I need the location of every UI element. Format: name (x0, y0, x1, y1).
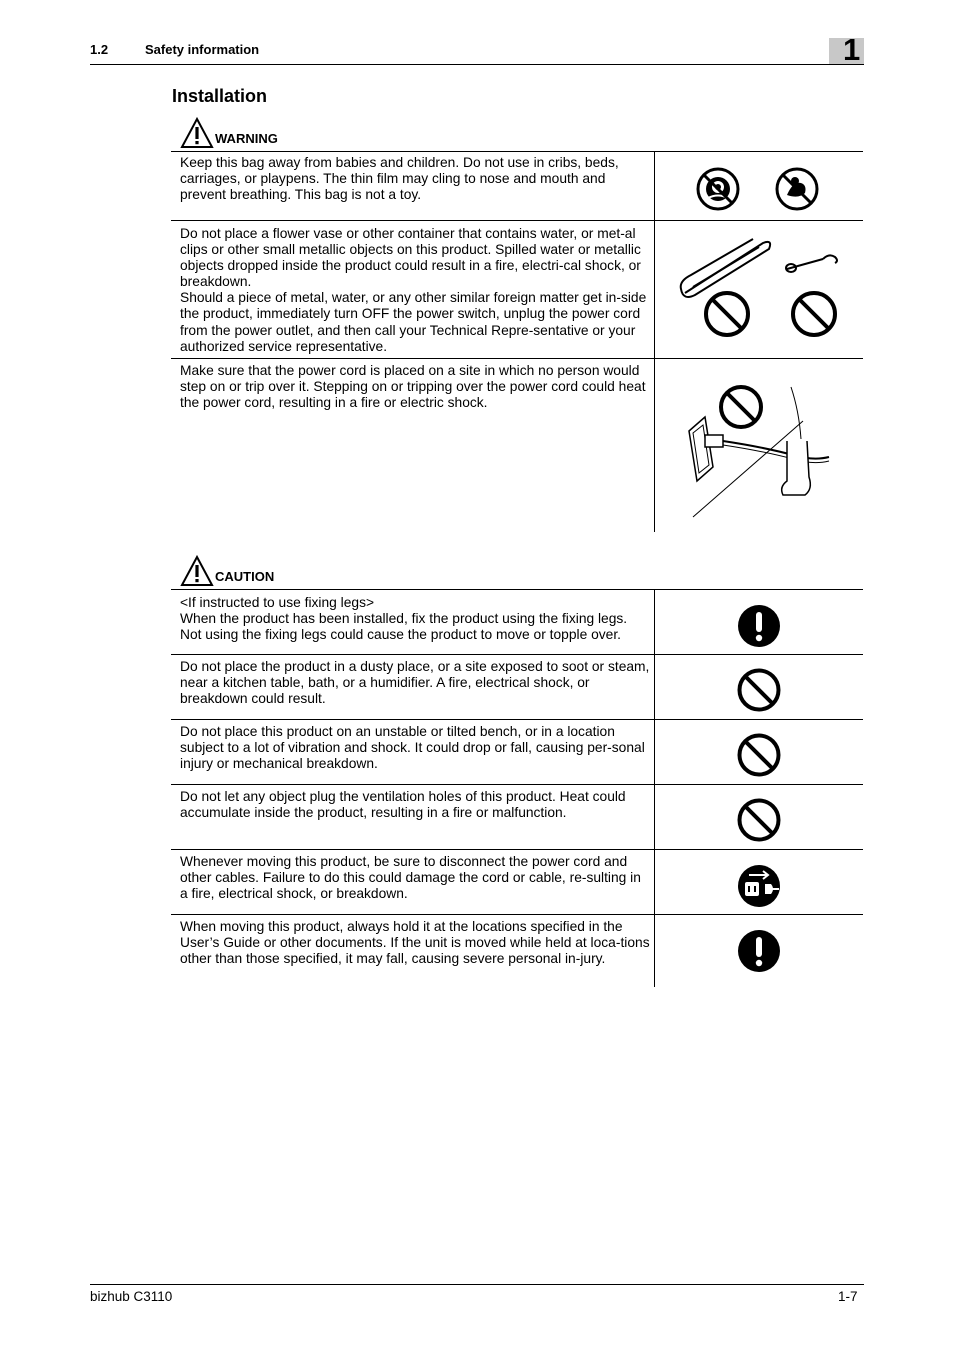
icon-cell (655, 720, 863, 784)
warning-text-2 (180, 226, 650, 355)
footer-model-name: bizhub C3110 (90, 1289, 173, 1304)
table-row (171, 720, 863, 785)
paragraph: Do not place the product in a dusty place, or a site exposed to soot or steam, near a kitchen table, bath, or a humidifier. A fire, electrical shock, or breakdown could result. (180, 659, 650, 707)
no-plastic-bag-face-icon (696, 167, 740, 211)
paragraph: When the product has been installed, fix the product using the fixing legs. Not using the fixing legs could cause the product to move or topple over. (180, 611, 628, 643)
mandatory-action-icon (737, 604, 781, 648)
warning-text-1 (180, 155, 650, 203)
warning-table (171, 151, 863, 532)
caution-label: CAUTION (215, 569, 275, 584)
caution-text-1 (180, 595, 650, 643)
icon-cell (655, 655, 863, 719)
table-row (171, 221, 863, 359)
icon-cell (655, 785, 863, 849)
table-row (171, 655, 863, 720)
icon-cell (655, 359, 863, 532)
caution-text-2 (180, 659, 650, 707)
chapter-number: 1 (843, 32, 861, 67)
table-row (171, 785, 863, 850)
icon-cell (655, 152, 863, 220)
paragraph: <If instructed to use fixing legs> (180, 595, 375, 610)
warning-text-3 (180, 363, 650, 411)
prohibition-icon (737, 668, 781, 712)
prohibition-icon (790, 290, 838, 338)
prohibition-icon (737, 733, 781, 777)
icon-cell (655, 850, 863, 914)
paragraph: When moving this product, always hold it at the locations specified in the User’s Guide or other documents. If the unit is moved while held at loca-tions other than those specified, it may fall, causing severe personal in-jury. (180, 919, 650, 967)
mandatory-action-icon (737, 929, 781, 973)
caution-text-3 (180, 724, 650, 772)
caution-text-6 (180, 919, 650, 967)
table-row (171, 915, 863, 987)
paragraph: Whenever moving this product, be sure to disconnect the power cord and other cables. Failure to do this could damage the cord or cable, re-sulting in a fire, electrical shock, or breakdown. (180, 854, 641, 902)
caution-table (171, 589, 863, 987)
caution-text-4 (180, 789, 650, 821)
prohibition-icon (737, 798, 781, 842)
no-plastic-bag-child-icon (775, 167, 819, 211)
step-on-cord-prohibited-icon (683, 381, 833, 521)
header-rule (90, 64, 864, 65)
warning-triangle-icon (180, 117, 214, 149)
section-number: 1.2 (90, 42, 109, 57)
paragraph: Should a piece of metal, water, or any other similar foreign matter get in-side the product, immediately turn OFF the power switch, unplug the power cord from the power outlet, and then call your Technical Repre-sentative or your authorized service representative. (180, 290, 647, 354)
warning-label: WARNING (215, 131, 278, 146)
icon-cell (655, 915, 863, 987)
table-row (171, 850, 863, 915)
paragraph: Do not place this product on an unstable or tilted bench, or in a location subject to a lot of vibration and shock. It could drop or fall, causing per-sonal injury or mechanical breakdown. (180, 724, 645, 772)
paragraph: Do not let any object plug the ventilation holes of this product. Heat could accumulate inside the product, resulting in a fire or malfunction. (180, 789, 626, 821)
icon-cell (655, 590, 863, 654)
paragraph: Do not place a flower vase or other container that contains water, or met-al clips or other small metallic objects on this product. Spilled water or metallic objects dropped inside the product could result in a fire, electri-cal shock, or breakdown. (180, 226, 641, 290)
prohibition-icon (703, 290, 751, 338)
table-row (171, 359, 863, 532)
table-row (171, 590, 863, 655)
icon-cell (655, 221, 863, 358)
page-title: Installation (172, 86, 268, 106)
footer-page-number: 1-7 (838, 1289, 858, 1304)
paragraph: Keep this bag away from babies and children. Do not use in cribs, beds, carriages, or playpens. The thin film may cling to nose and mouth and prevent breathing. This bag is not a toy. (180, 155, 619, 203)
footer-rule (90, 1284, 864, 1285)
pin-icon (783, 249, 843, 275)
unplug-icon (737, 864, 781, 908)
running-header-title: Safety information (145, 42, 260, 57)
caution-triangle-icon (180, 555, 214, 587)
table-row (171, 152, 863, 221)
caution-text-5 (180, 854, 650, 902)
paragraph: Make sure that the power cord is placed on a site in which no person would step on or trip over it. Stepping on or tripping over the power cord could heat the power cord, resulting in a fire or electric shock. (180, 363, 646, 411)
